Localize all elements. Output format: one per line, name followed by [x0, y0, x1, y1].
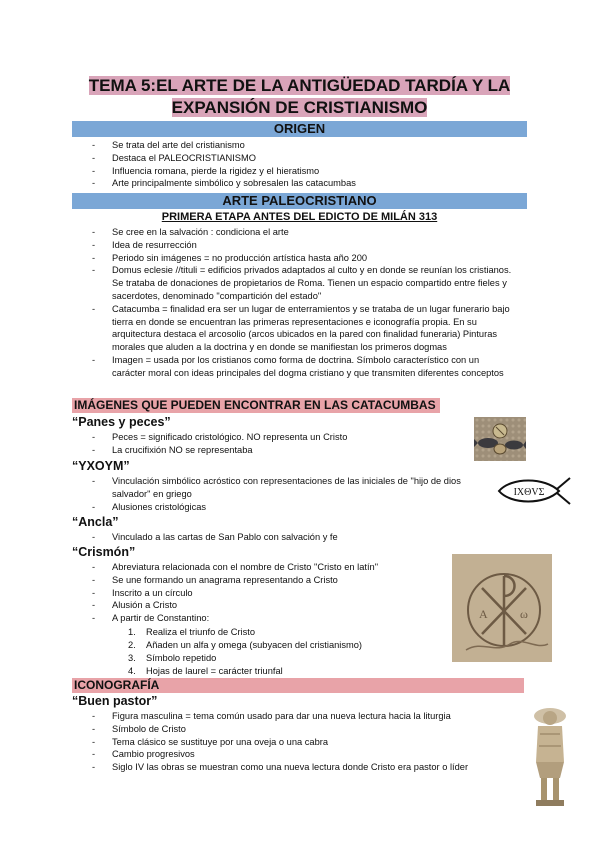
- heading-ancla: “Ancla”: [72, 515, 119, 529]
- crismon-sublist: [128, 626, 448, 678]
- section-heading-paleocristiano: ARTE PALEOCRISTIANO: [72, 193, 527, 209]
- origen-list: [92, 139, 512, 190]
- list-item: - Vinculado a las cartas de San Pablo con salvación y fe: [92, 531, 462, 544]
- crismon-carving-image: [452, 554, 552, 662]
- list-item: - Domus eclesie //tituli = edificios privados adaptados al culto y en donde se reunían los cristianos. Se trataba de donaciones de propietarios de Roma. Tienen un espacio compartido entre fieles y sacerdotes, denominado "compartición del estado": [92, 264, 512, 302]
- list-item: 3. Símbolo repetido: [128, 653, 217, 663]
- svg-text:ω: ω: [520, 607, 528, 621]
- list-item: - Alusión a Cristo: [92, 599, 462, 612]
- list-item: - Abreviatura relacionada con el nombre de Cristo "Cristo en latín": [92, 561, 462, 574]
- list-item: - Imagen = usada por los cristianos como forma de doctrina. Símbolo característico con un carácter moral con ideas principales del dogma cristiano y que transmiten diferentes conceptos: [92, 354, 512, 380]
- list-item: - Se cree en la salvación : condiciona el arte: [92, 226, 512, 239]
- list-item: - A partir de Constantino:: [92, 612, 462, 625]
- list-item: - Vinculación simbólico acróstico con representaciones de las iniciales de "hijo de dios salvador" en griego: [92, 475, 470, 501]
- list-item: - Periodo sin imágenes = no producción artística hasta año 200: [92, 252, 512, 265]
- panes-list: [92, 431, 462, 457]
- section-heading-origen: ORIGEN: [72, 121, 527, 137]
- list-item: - Tema clásico se sustituye por una oveja o una cabra: [92, 736, 512, 749]
- list-item: - Cambio progresivos: [92, 748, 512, 761]
- page-title: TEMA 5:EL ARTE DE LA ANTIGÜEDAD TARDÍA Y LA EXPANSIÓN DE CRISTIANISMO: [88, 76, 511, 117]
- heading-panes-peces: “Panes y peces”: [72, 415, 171, 429]
- list-item: - Catacumba = finalidad era ser un lugar de enterramientos y se trataba de un lugar funerario bajo tierra en donde se encuentran las primeras representaciones e iconografía propia. En su arquitectura destaca el arcosolio (arcos ubicados en la pared con finalidad funeraria) Pinturas morales que aluden a la doctrina y en donde se manifiestan los primeros dogmas: [92, 303, 512, 354]
- list-item: - Destaca el PALEOCRISTIANISMO: [92, 152, 512, 165]
- list-item: - Figura masculina = tema común usado para dar una nueva lectura hacia la liturgia: [92, 710, 512, 723]
- crismon-list: [92, 561, 462, 625]
- yxoym-list: [92, 475, 470, 513]
- heading-buen-pastor: “Buen pastor”: [72, 694, 158, 708]
- svg-text:A: A: [479, 607, 488, 621]
- section-heading-iconografia: ICONOGRAFÍA: [72, 678, 524, 693]
- section-heading-catacumbas: IMÁGENES QUE PUEDEN ENCONTRAR EN LAS CATACUMBAS: [72, 398, 440, 413]
- list-item: 4. Hojas de laurel = carácter triunfal: [128, 666, 283, 676]
- buen-pastor-statue-image: [526, 700, 574, 808]
- list-item: - Se trata del arte del cristianismo: [92, 139, 512, 152]
- list-item: - Idea de resurrección: [92, 239, 512, 252]
- heading-yxoym: “YXOYM”: [72, 459, 130, 473]
- paleo-list: [92, 226, 512, 380]
- ichthys-fish-icon: [497, 475, 572, 507]
- list-item: - Influencia romana, pierde la rigidez y el hieratismo: [92, 165, 512, 178]
- list-item: - Siglo IV las obras se muestran como una nueva lectura donde Cristo era pastor o líder: [92, 761, 512, 774]
- fish-text: IXΘVΣ: [513, 487, 545, 498]
- ancla-list: [92, 531, 462, 544]
- list-item: - Símbolo de Cristo: [92, 723, 512, 736]
- panes-peces-image: [474, 417, 526, 461]
- subheading-primera-etapa: PRIMERA ETAPA ANTES DEL EDICTO DE MILÁN 313: [161, 211, 438, 223]
- list-item: - Inscrito a un círculo: [92, 587, 462, 600]
- heading-crismon: “Crismón”: [72, 545, 136, 559]
- buen-pastor-list: [92, 710, 512, 774]
- list-item: - Alusiones cristológicas: [92, 501, 470, 514]
- list-item: - Peces = significado cristológico. NO representa un Cristo: [92, 431, 462, 444]
- list-item: - Arte principalmente simbólico y sobresalen las catacumbas: [92, 177, 512, 190]
- list-item: - La crucifixión NO se representaba: [92, 444, 462, 457]
- list-item: - Se une formando un anagrama representando a Cristo: [92, 574, 462, 587]
- list-item: 1. Realiza el triunfo de Cristo: [128, 627, 256, 637]
- list-item: 2. Añaden un alfa y omega (subyacen del cristianismo): [128, 640, 363, 650]
